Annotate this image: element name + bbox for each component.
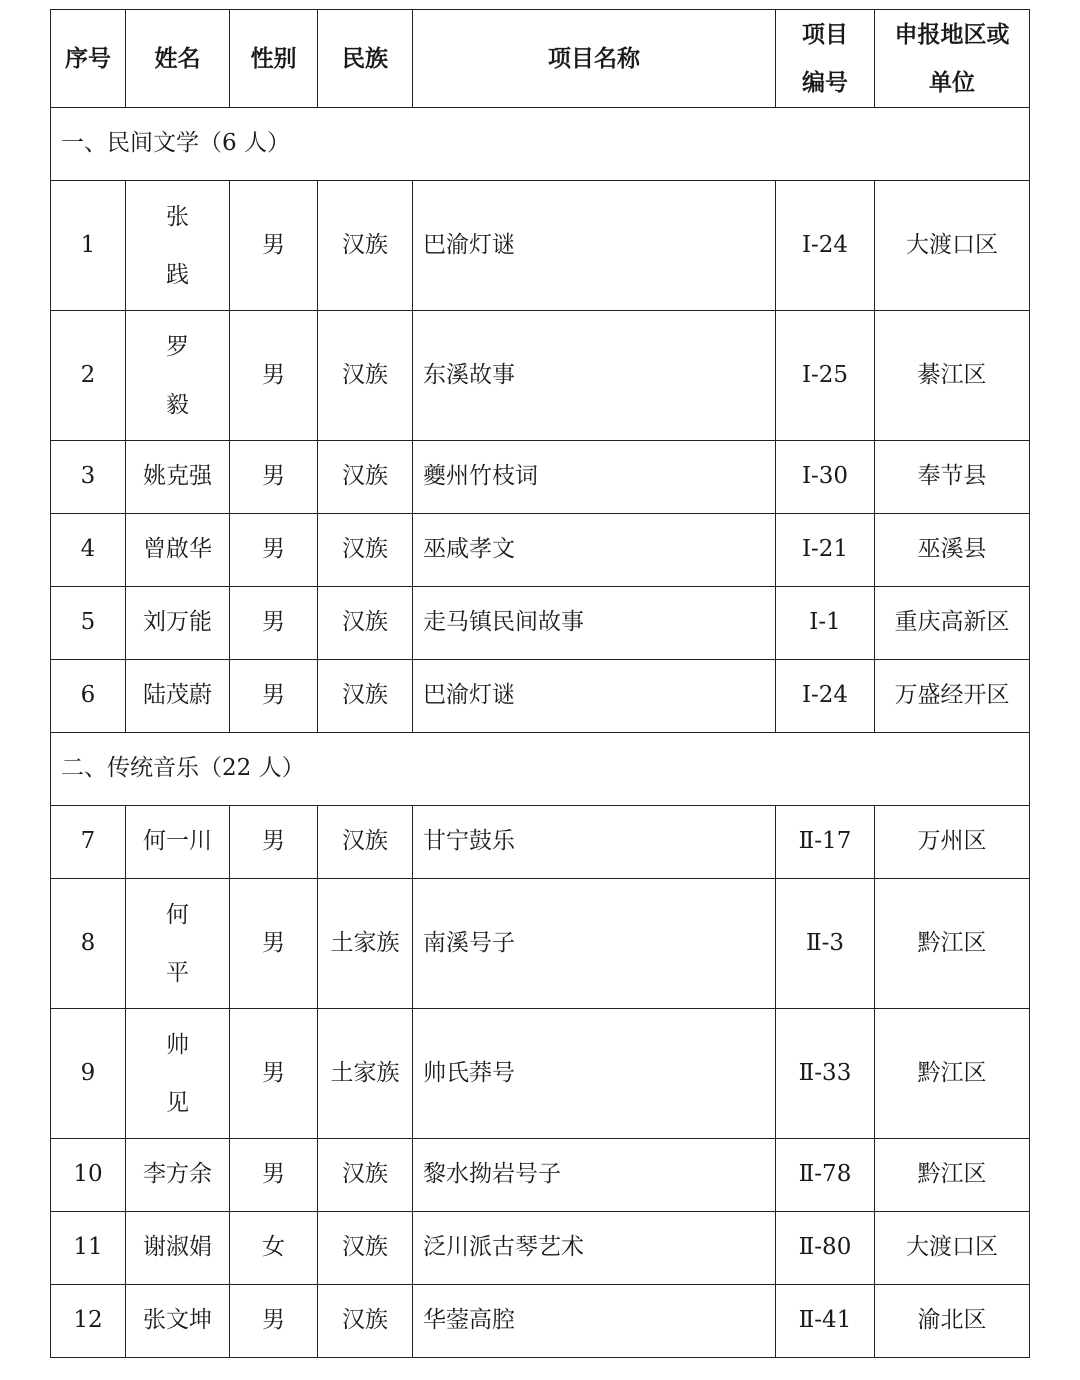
row-gender: 男 [230,1009,318,1139]
table-row [51,311,1030,441]
row-region: 大渡口区 [875,1212,1030,1285]
row-project: 黎水拗岩号子 [413,1139,776,1212]
row-project: 南溪号子 [413,879,776,1009]
section-row [51,733,1030,806]
row-ethnic: 汉族 [318,181,413,311]
row-region: 万州区 [875,806,1030,879]
header-region [875,10,1030,108]
row-region: 黔江区 [875,1009,1030,1139]
section-row [51,108,1030,181]
row-code: Ⅱ-3 [776,879,875,1009]
row-gender: 男 [230,806,318,879]
row-region: 重庆高新区 [875,587,1030,660]
row-ethnic: 汉族 [318,311,413,441]
row-project: 巴渝灯谜 [413,660,776,733]
row-no: 7 [51,806,126,879]
header-gender: 性别 [230,10,318,108]
header-region-line1: 申报地区或 [894,20,1010,48]
header-ethnic: 民族 [318,10,413,108]
row-no: 5 [51,587,126,660]
row-no: 10 [51,1139,126,1212]
row-name [126,879,230,1009]
heritage-inheritors-table [50,9,1030,1358]
header-code-line2: 编号 [802,68,848,96]
row-project: 华蓥高腔 [413,1285,776,1358]
row-ethnic: 汉族 [318,441,413,514]
row-name: 刘万能 [126,587,230,660]
table-row [51,587,1030,660]
header-region-line2: 单位 [929,68,975,96]
header-name: 姓名 [126,10,230,108]
section-title-text: 二、传统音乐（22 人） [61,755,305,782]
table-row [51,660,1030,733]
row-gender: 男 [230,181,318,311]
row-gender: 女 [230,1212,318,1285]
row-ethnic: 汉族 [318,1285,413,1358]
row-name: 何一川 [126,806,230,879]
table-row [51,1285,1030,1358]
row-name: 张文坤 [126,1285,230,1358]
row-project: 甘宁鼓乐 [413,806,776,879]
row-name: 曾啟华 [126,514,230,587]
row-name: 谢淑娟 [126,1212,230,1285]
row-name: 李方余 [126,1139,230,1212]
row-no: 12 [51,1285,126,1358]
table-header-row [51,10,1030,108]
row-no: 4 [51,514,126,587]
section-title [51,108,1030,181]
row-region: 黔江区 [875,879,1030,1009]
row-ethnic: 汉族 [318,1139,413,1212]
row-project: 巫咸孝文 [413,514,776,587]
row-project: 走马镇民间故事 [413,587,776,660]
table-row [51,514,1030,587]
row-gender: 男 [230,879,318,1009]
row-ethnic: 汉族 [318,806,413,879]
row-code: Ⅰ-25 [776,311,875,441]
row-name [126,1009,230,1139]
table-row [51,441,1030,514]
row-region: 奉节县 [875,441,1030,514]
table-row [51,1139,1030,1212]
row-gender: 男 [230,441,318,514]
row-name: 陆茂蔚 [126,660,230,733]
row-ethnic: 土家族 [318,879,413,1009]
section-title-text: 一、民间文学（6 人） [61,130,290,157]
row-ethnic: 汉族 [318,514,413,587]
row-name-text: 何平 [165,901,189,986]
row-name-text: 帅见 [165,1031,189,1116]
row-no: 2 [51,311,126,441]
table-body [51,108,1030,1358]
row-code: Ⅰ-30 [776,441,875,514]
section-title [51,733,1030,806]
row-region: 黔江区 [875,1139,1030,1212]
row-code: Ⅰ-24 [776,181,875,311]
row-name [126,311,230,441]
row-ethnic: 汉族 [318,660,413,733]
row-region: 渝北区 [875,1285,1030,1358]
row-name-text: 罗毅 [165,333,189,418]
row-name [126,181,230,311]
table-row [51,806,1030,879]
row-ethnic: 土家族 [318,1009,413,1139]
row-code: Ⅱ-41 [776,1285,875,1358]
row-name: 姚克强 [126,441,230,514]
row-code: Ⅰ-24 [776,660,875,733]
row-gender: 男 [230,1285,318,1358]
table-row [51,1212,1030,1285]
row-gender: 男 [230,311,318,441]
header-no: 序号 [51,10,126,108]
row-gender: 男 [230,587,318,660]
table-row [51,1009,1030,1139]
row-no: 8 [51,879,126,1009]
row-code: Ⅰ-21 [776,514,875,587]
row-region: 大渡口区 [875,181,1030,311]
header-code-line1: 项目 [802,20,848,48]
row-no: 9 [51,1009,126,1139]
row-ethnic: 汉族 [318,587,413,660]
row-region: 万盛经开区 [875,660,1030,733]
row-no: 3 [51,441,126,514]
row-code: Ⅱ-78 [776,1139,875,1212]
row-project: 东溪故事 [413,311,776,441]
row-project: 夔州竹枝词 [413,441,776,514]
header-code [776,10,875,108]
row-code: Ⅱ-80 [776,1212,875,1285]
row-gender: 男 [230,1139,318,1212]
row-project: 帅氏莽号 [413,1009,776,1139]
row-gender: 男 [230,660,318,733]
table-row [51,181,1030,311]
row-gender: 男 [230,514,318,587]
row-region: 綦江区 [875,311,1030,441]
row-no: 6 [51,660,126,733]
header-project: 项目名称 [413,10,776,108]
row-code: Ⅱ-17 [776,806,875,879]
row-name-text: 张践 [165,203,189,288]
row-code: Ⅰ-1 [776,587,875,660]
table-row [51,879,1030,1009]
row-project: 巴渝灯谜 [413,181,776,311]
row-ethnic: 汉族 [318,1212,413,1285]
row-no: 1 [51,181,126,311]
row-project: 泛川派古琴艺术 [413,1212,776,1285]
row-region: 巫溪县 [875,514,1030,587]
row-code: Ⅱ-33 [776,1009,875,1139]
row-no: 11 [51,1212,126,1285]
